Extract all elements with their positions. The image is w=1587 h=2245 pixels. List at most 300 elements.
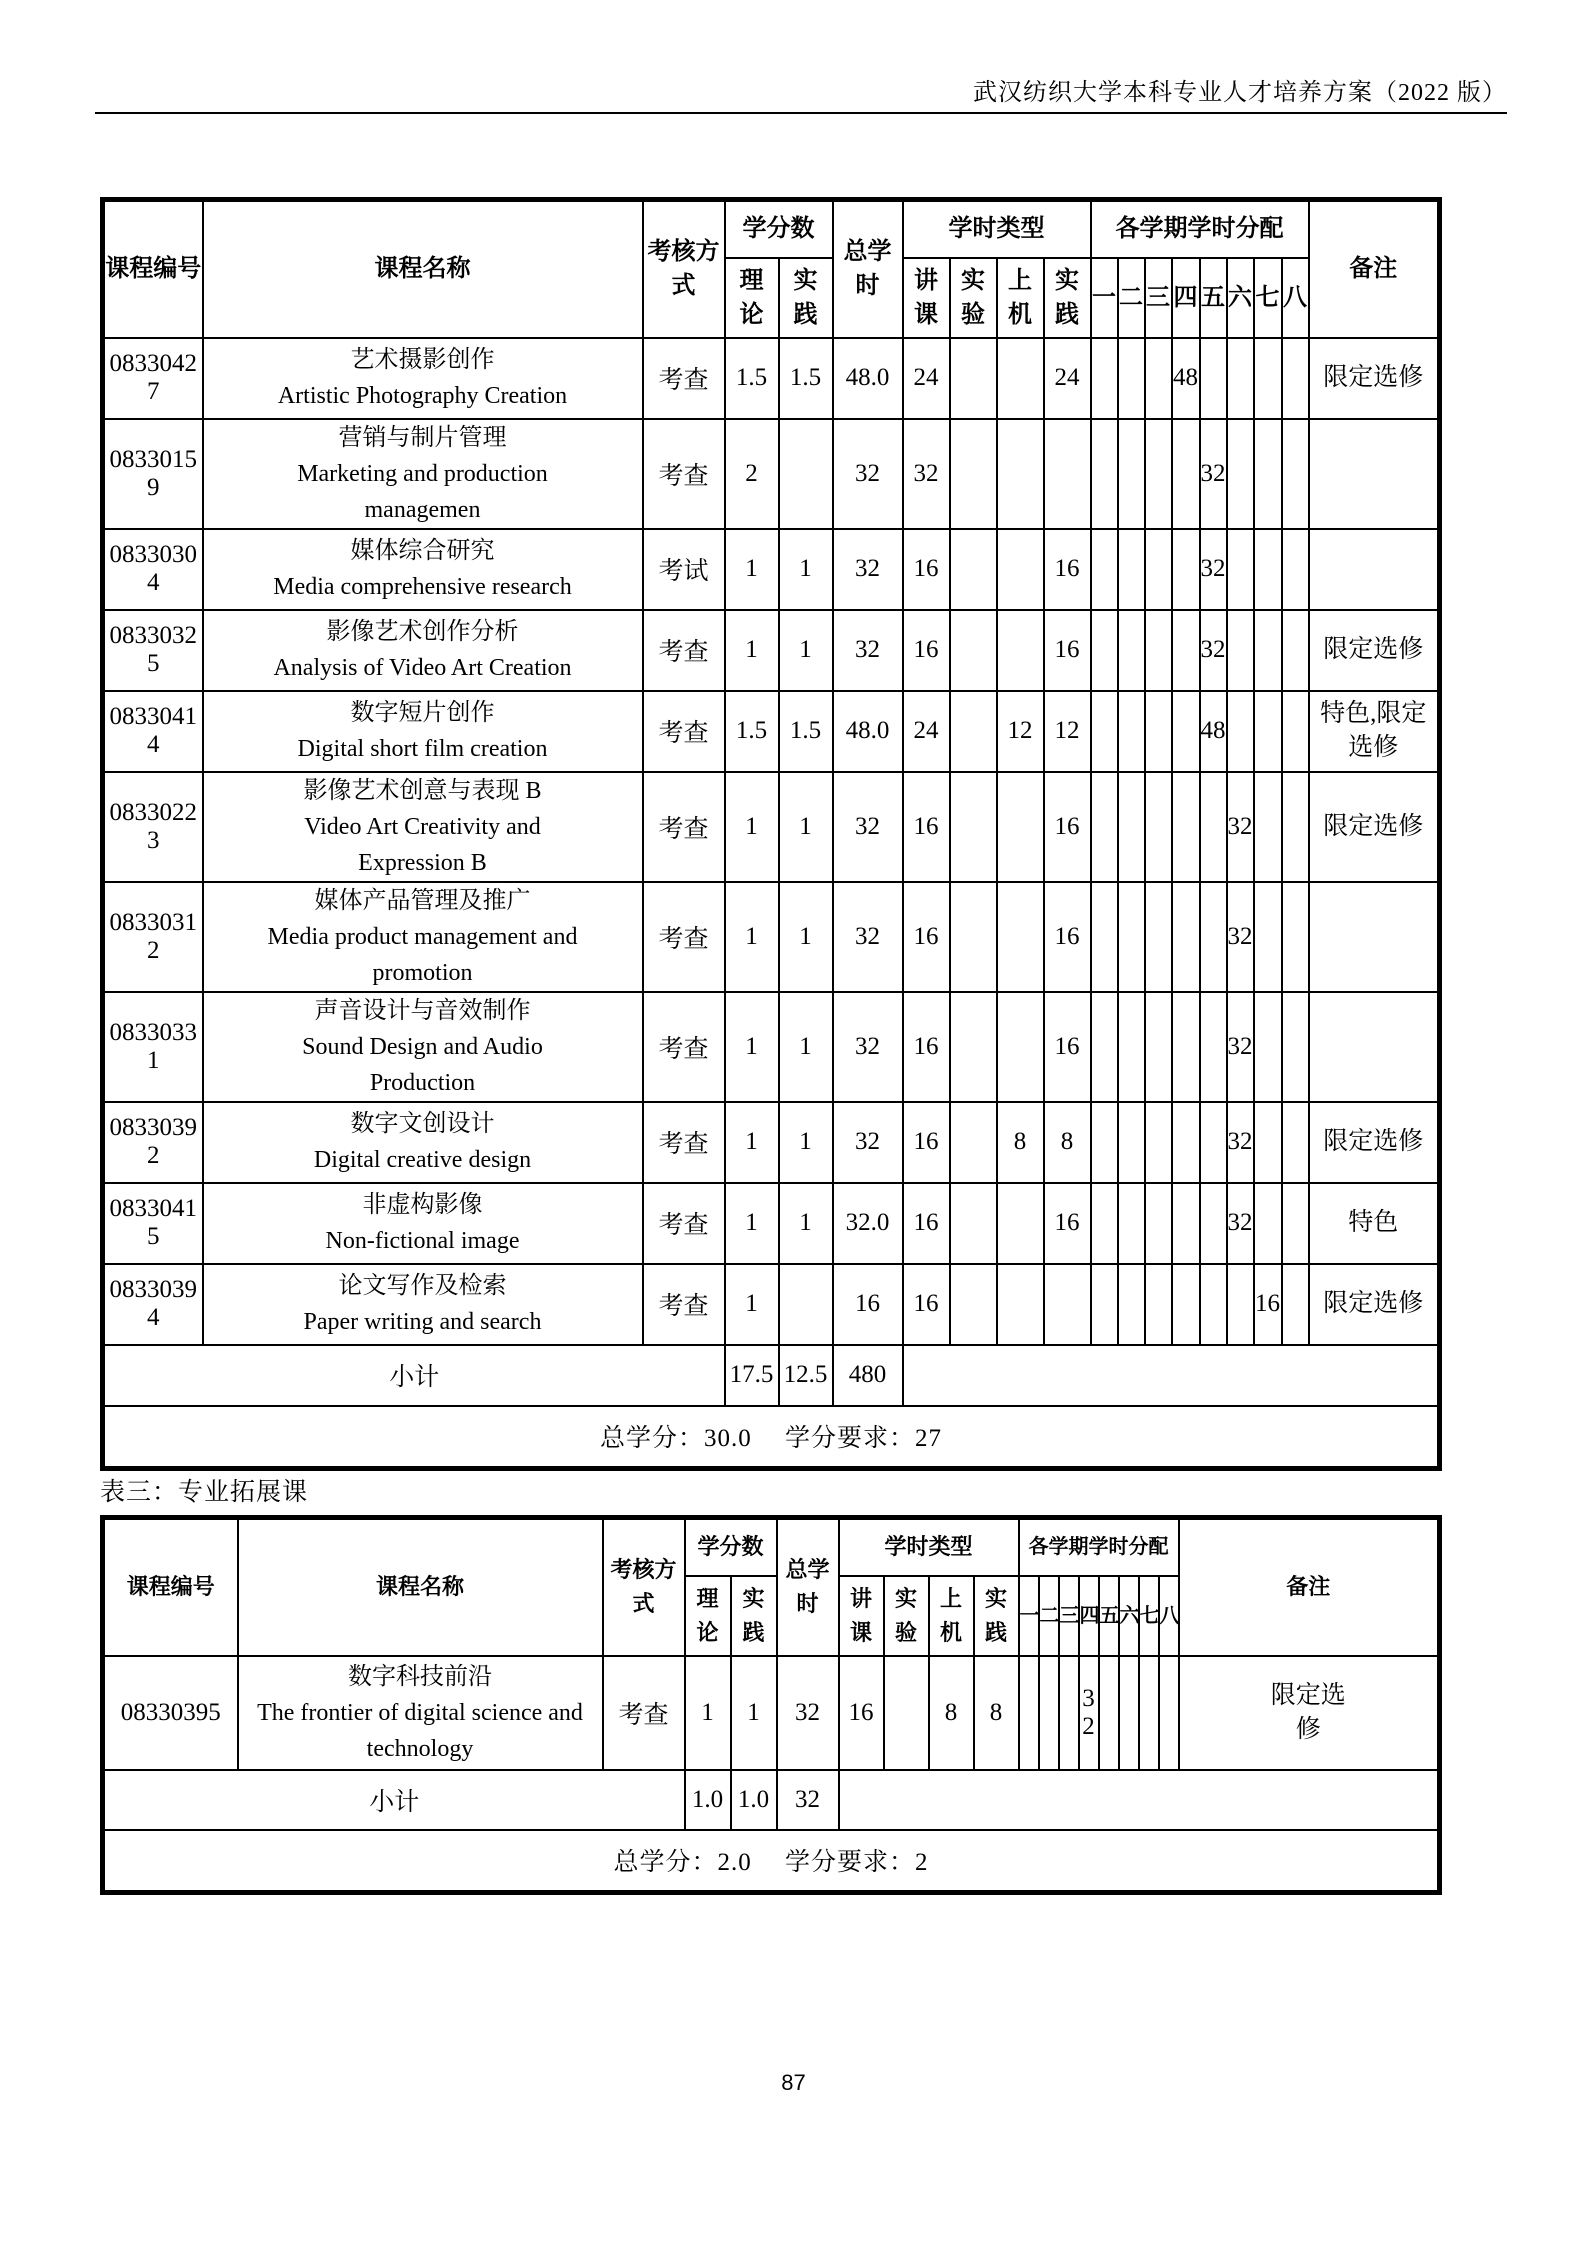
- col-header-computer: [929, 1576, 974, 1656]
- sem-cell-1: [1091, 529, 1118, 610]
- assess-label: 考核方式: [610, 1557, 677, 1617]
- credit-practice-cell: 1.5: [779, 691, 833, 772]
- course-name-en: Non-fictional image: [325, 1228, 520, 1254]
- course-code-cell: 08330394: [103, 1264, 203, 1345]
- sem-cell-7: [1254, 1183, 1282, 1264]
- hours-lecture-cell: 16: [903, 992, 950, 1102]
- subtotal-theory-cell: 17.5: [725, 1345, 779, 1406]
- sem-cell-5: [1200, 1264, 1227, 1345]
- subtotal-theory-cell: 1.0: [685, 1770, 731, 1830]
- col-header-assess: [643, 200, 725, 338]
- sem-cell-6: [1227, 338, 1254, 419]
- document-header-title: 武汉纺织大学本科专业人才培养方案（2022 版）: [973, 80, 1507, 106]
- total-hours-cell: 32: [833, 772, 903, 882]
- col-header-computer: [997, 258, 1044, 338]
- sem-cell-7: [1254, 992, 1282, 1102]
- sem-cell-5: 32: [1200, 529, 1227, 610]
- sem-cell-5: [1200, 992, 1227, 1102]
- credit-theory-cell: 1.5: [725, 338, 779, 419]
- assess-cell: 考查: [643, 1264, 725, 1345]
- practice-hours-label: 实践: [1054, 267, 1079, 328]
- hours-lecture-cell: 16: [903, 1264, 950, 1345]
- sem-cell-5: 48: [1200, 691, 1227, 772]
- table-row-course: [103, 419, 1440, 529]
- hours-computer-cell: [997, 338, 1044, 419]
- remark-cell: 限定选修: [1309, 772, 1440, 882]
- credit-theory-cell: 1: [725, 992, 779, 1102]
- col-header-hours-group: 学时类型: [839, 1518, 1019, 1576]
- sem-cell-7: [1254, 1102, 1282, 1183]
- col-header-experiment: [884, 1576, 929, 1656]
- course-name-en: The frontier of digital science and: [257, 1699, 583, 1726]
- course-code-cell: 08330223: [103, 772, 203, 882]
- col-header-course-code: 课程编号: [103, 1518, 238, 1656]
- sem-cell-5: [1200, 772, 1227, 882]
- course-name-cell: [203, 1102, 643, 1183]
- sem-cell-6: 32: [1227, 772, 1254, 882]
- course-name-en: Digital short film creation: [297, 736, 548, 762]
- remark-cell: 限定选修: [1309, 338, 1440, 419]
- sem-cell-8: [1282, 338, 1309, 419]
- course-name-zh: 声音设计与音效制作: [314, 997, 531, 1024]
- assess-cell: 考查: [643, 1183, 725, 1264]
- col-header-semester-group: 各学期学时分配: [1091, 200, 1309, 258]
- page-number: 87: [781, 2070, 806, 2095]
- hours-experiment-cell: [950, 610, 997, 691]
- credit-practice-cell: 1: [779, 882, 833, 992]
- sem-cell-1: [1091, 419, 1118, 529]
- sem-cell-5: [1200, 882, 1227, 992]
- col-header-theory: [685, 1576, 731, 1656]
- hours-practice-cell: 16: [1044, 882, 1091, 992]
- subtotal-label-cell: 小计: [103, 1770, 685, 1830]
- sem-cell-8: [1282, 691, 1309, 772]
- col-header-sem-7: 七: [1254, 258, 1282, 338]
- credit-practice-cell: 1: [779, 992, 833, 1102]
- course-name-en: Marketing and production: [297, 460, 548, 487]
- total-hours-cell: 48.0: [833, 338, 903, 419]
- hours-computer-cell: [997, 529, 1044, 610]
- course-name-zh: 非虚构影像: [362, 1192, 483, 1218]
- hours-experiment-cell: [950, 772, 997, 882]
- sem-cell-8: [1282, 1183, 1309, 1264]
- sem-cell-5: [1200, 1183, 1227, 1264]
- sem-cell-2: [1118, 1183, 1145, 1264]
- col-header-sem-6: 六: [1227, 258, 1254, 338]
- sem-cell-7: 16: [1254, 1264, 1282, 1345]
- sem-cell-7: [1254, 691, 1282, 772]
- col-header-remark: 备注: [1179, 1518, 1440, 1656]
- header-divider: [95, 112, 1507, 114]
- hours-practice-cell: 8: [1044, 1102, 1091, 1183]
- sem-cell-1: [1091, 1102, 1118, 1183]
- sem-cell-3: [1145, 338, 1172, 419]
- table-row-course: [103, 772, 1440, 882]
- col-header-sem-1: 一: [1019, 1576, 1039, 1656]
- theory-label: 理论: [696, 1585, 719, 1645]
- course-name-en: Analysis of Video Art Creation: [273, 655, 572, 681]
- computer-label: 上机: [940, 1585, 963, 1645]
- sem-cell-3: [1145, 691, 1172, 772]
- hours-computer-cell: [997, 1183, 1044, 1264]
- sem-cell-8: [1282, 1264, 1309, 1345]
- hours-experiment-cell: [950, 691, 997, 772]
- credit-theory-cell: 1: [725, 1264, 779, 1345]
- lecture-label: 讲课: [913, 267, 938, 328]
- hours-practice-cell: 8: [974, 1656, 1019, 1770]
- sem-cell-3: [1145, 1183, 1172, 1264]
- total-hours-label: 总学时: [785, 1557, 830, 1617]
- assess-cell: 考查: [643, 419, 725, 529]
- sem-cell-1: [1091, 772, 1118, 882]
- hours-computer-cell: [997, 419, 1044, 529]
- credit-theory-cell: 1: [725, 529, 779, 610]
- remark-text: 限定选修: [1270, 1681, 1346, 1743]
- sem-cell-4: 48: [1172, 338, 1200, 419]
- hours-computer-cell: 12: [997, 691, 1044, 772]
- sem-cell-7: [1254, 610, 1282, 691]
- course-name-en: Sound Design and Audio: [302, 1033, 543, 1060]
- sem-cell-2: [1118, 419, 1145, 529]
- credit-practice-cell: 1.5: [779, 338, 833, 419]
- sem-cell-4: [1172, 1264, 1200, 1345]
- assess-cell: 考查: [643, 1102, 725, 1183]
- credit-practice-cell: 1: [779, 529, 833, 610]
- col-header-sem-7: 七: [1139, 1576, 1159, 1656]
- course-name-cell: [203, 338, 643, 419]
- table3-section-title: 表三：专业拓展课: [100, 1479, 309, 1506]
- total-hours-label: 总学时: [843, 239, 892, 300]
- course-code-cell: 08330395: [103, 1656, 238, 1770]
- col-header-total-hours: [777, 1518, 839, 1656]
- subtotal-hours-cell: 480: [833, 1345, 903, 1406]
- remark-cell: [1309, 529, 1440, 610]
- col-header-sem-8: 八: [1159, 1576, 1179, 1656]
- course-name-zh: 影像艺术创作分析: [326, 619, 519, 645]
- course-name-en2: promotion: [372, 959, 473, 986]
- course-name-en: Artistic Photography Creation: [277, 383, 568, 409]
- hours-experiment-cell: [950, 529, 997, 610]
- remark-cell: [1309, 882, 1440, 992]
- table-row-course: [103, 529, 1440, 610]
- table-row-course: [103, 691, 1440, 772]
- hours-practice-cell: 16: [1044, 992, 1091, 1102]
- sem-cell-2: [1118, 610, 1145, 691]
- hours-computer-cell: [997, 882, 1044, 992]
- sem-cell-1: [1019, 1656, 1039, 1770]
- col-header-credits-group: 学分数: [725, 200, 833, 258]
- sem-cell-6: 32: [1227, 1102, 1254, 1183]
- col-header-sem-2: 二: [1039, 1576, 1059, 1656]
- course-code-cell: 08330414: [103, 691, 203, 772]
- course-name-cell: [203, 772, 643, 882]
- sem-cell-5: [1200, 338, 1227, 419]
- course-name-zh: 媒体产品管理及推广: [314, 887, 531, 914]
- col-header-sem-2: 二: [1118, 258, 1145, 338]
- assess-cell: 考查: [643, 772, 725, 882]
- subtotal-practice-cell: 12.5: [779, 1345, 833, 1406]
- total-hours-cell: 16: [833, 1264, 903, 1345]
- sem-cell-5: [1099, 1656, 1119, 1770]
- total-hours-cell: 32: [833, 882, 903, 992]
- table-row-course: [103, 992, 1440, 1102]
- sem-cell-2: [1118, 772, 1145, 882]
- table-row-course: [103, 1102, 1440, 1183]
- col-header-sem-6: 六: [1119, 1576, 1139, 1656]
- practice-credit-label: 实践: [742, 1585, 765, 1645]
- col-header-sem-4: 四: [1172, 258, 1200, 338]
- sem-cell-3: [1145, 772, 1172, 882]
- remark-cell: 限定选修: [1309, 610, 1440, 691]
- sem-cell-4: [1172, 419, 1200, 529]
- sem-cell-8: [1282, 992, 1309, 1102]
- remark-cell: 限定选修: [1309, 1102, 1440, 1183]
- sem-cell-6: 32: [1227, 882, 1254, 992]
- credit-theory-cell: 1: [725, 1183, 779, 1264]
- experiment-label: 实验: [895, 1585, 918, 1645]
- hours-computer-cell: [997, 772, 1044, 882]
- col-header-practice-hours: [1044, 258, 1091, 338]
- sem-cell-3: [1145, 529, 1172, 610]
- hours-experiment-cell: [950, 1102, 997, 1183]
- hours-lecture-cell: 16: [903, 882, 950, 992]
- remark-cell: [1309, 992, 1440, 1102]
- table-row-course: [103, 882, 1440, 992]
- sem-cell-4: [1172, 691, 1200, 772]
- hours-lecture-cell: 16: [903, 1102, 950, 1183]
- col-header-sem-4: 四: [1079, 1576, 1099, 1656]
- practice-credit-label: 实践: [793, 267, 818, 328]
- subtotal-practice-cell: 1.0: [731, 1770, 777, 1830]
- credit-theory-cell: 1: [725, 610, 779, 691]
- sem-cell-3: [1145, 992, 1172, 1102]
- credit-practice-cell: [779, 419, 833, 529]
- course-name-zh: 数字科技前沿: [348, 1663, 492, 1690]
- total-hours-cell: 32: [833, 992, 903, 1102]
- sem-cell-8: [1282, 529, 1309, 610]
- sem-cell-4: [1172, 610, 1200, 691]
- col-header-practice-credit: [731, 1576, 777, 1656]
- sem-cell-5: [1200, 1102, 1227, 1183]
- course-name-en2: Production: [369, 1069, 476, 1096]
- sem-cell-1: [1091, 338, 1118, 419]
- course-table-main: [100, 197, 1442, 1471]
- sem-cell-6: [1227, 529, 1254, 610]
- hours-experiment-cell: [884, 1656, 929, 1770]
- course-name-zh: 数字文创设计: [350, 1111, 495, 1137]
- sem-cell-1: [1091, 882, 1118, 992]
- subtotal-empty-cell: [839, 1770, 1440, 1830]
- credit-theory-cell: 1: [725, 772, 779, 882]
- col-header-sem-3: 三: [1059, 1576, 1079, 1656]
- header-row-groups: [103, 200, 1440, 258]
- remark-cell: 限定选修: [1309, 1264, 1440, 1345]
- hours-experiment-cell: [950, 882, 997, 992]
- sem-cell-4: 32: [1079, 1656, 1099, 1770]
- sem-cell-6: [1227, 691, 1254, 772]
- theory-label: 理论: [739, 267, 764, 328]
- course-name-cell: [203, 691, 643, 772]
- sem-cell-3: [1145, 882, 1172, 992]
- course-name-en2: technology: [366, 1735, 474, 1762]
- course-name-cell: [203, 529, 643, 610]
- hours-computer-cell: [997, 1264, 1044, 1345]
- course-name-en2: Expression B: [358, 849, 487, 876]
- course-name-cell: [203, 882, 643, 992]
- sem-cell-2: [1118, 338, 1145, 419]
- sem-cell-7: [1254, 338, 1282, 419]
- sem-cell-8: [1282, 419, 1309, 529]
- hours-experiment-cell: [950, 338, 997, 419]
- sem-cell-3: [1059, 1656, 1079, 1770]
- sem-cell-7: [1254, 529, 1282, 610]
- assess-label: 考核方式: [647, 239, 720, 300]
- hours-practice-cell: [1044, 1264, 1091, 1345]
- col-header-theory: [725, 258, 779, 338]
- sem-cell-4: [1172, 1183, 1200, 1264]
- hours-lecture-cell: 16: [903, 529, 950, 610]
- course-name-en: Media comprehensive research: [273, 574, 572, 600]
- course-name-cell: [238, 1656, 603, 1770]
- col-header-sem-8: 八: [1282, 258, 1309, 338]
- hours-practice-cell: 12: [1044, 691, 1091, 772]
- course-name-zh: 营销与制片管理: [338, 424, 507, 451]
- sem-cell-6: [1119, 1656, 1139, 1770]
- credit-practice-cell: 1: [779, 772, 833, 882]
- sem-cell-6: [1227, 1264, 1254, 1345]
- total-hours-cell: 48.0: [833, 691, 903, 772]
- course-code-cell: 08330427: [103, 338, 203, 419]
- sem-cell-8: [1282, 882, 1309, 992]
- hours-lecture-cell: 16: [903, 610, 950, 691]
- credit-practice-cell: 1: [731, 1656, 777, 1770]
- total-credits-row: [103, 1830, 1440, 1893]
- course-code-cell: 08330331: [103, 992, 203, 1102]
- experiment-label: 实验: [960, 267, 985, 328]
- sem-cell-4: [1172, 882, 1200, 992]
- course-name-en: Video Art Creativity and: [304, 813, 541, 840]
- sem-cell-7: [1139, 1656, 1159, 1770]
- total-credits-cell: 总学分：2.0 学分要求：2: [103, 1830, 1440, 1893]
- table-row-course: [103, 1264, 1440, 1345]
- subtotal-label-cell: 小计: [103, 1345, 725, 1406]
- course-name-zh: 数字短片创作: [350, 700, 495, 726]
- practice-hours-label: 实践: [985, 1585, 1008, 1645]
- credit-theory-cell: 1: [725, 1102, 779, 1183]
- table-row-course: [103, 1656, 1440, 1770]
- course-name-cell: [203, 419, 643, 529]
- hours-experiment-cell: [950, 1264, 997, 1345]
- credit-practice-cell: [779, 1264, 833, 1345]
- hours-computer-cell: [997, 992, 1044, 1102]
- remark-cell: [1309, 419, 1440, 529]
- hours-lecture-cell: 24: [903, 338, 950, 419]
- total-hours-cell: 32: [833, 529, 903, 610]
- credit-practice-cell: 1: [779, 610, 833, 691]
- table-row-course: [103, 338, 1440, 419]
- hours-practice-cell: 16: [1044, 1183, 1091, 1264]
- subtotal-hours-cell: 32: [777, 1770, 839, 1830]
- hours-practice-cell: [1044, 419, 1091, 529]
- table-row-course: [103, 1183, 1440, 1264]
- sem-cell-2: [1118, 691, 1145, 772]
- subtotal-row: [103, 1770, 1440, 1830]
- col-header-experiment: [950, 258, 997, 338]
- subtotal-row: [103, 1345, 1440, 1406]
- sem-cell-1: [1091, 992, 1118, 1102]
- sem-cell-7: [1254, 419, 1282, 529]
- hours-practice-cell: 16: [1044, 610, 1091, 691]
- hours-lecture-cell: 24: [903, 691, 950, 772]
- sem-cell-2: [1039, 1656, 1059, 1770]
- hours-practice-cell: 24: [1044, 338, 1091, 419]
- sem-cell-6: 32: [1227, 992, 1254, 1102]
- assess-cell: 考查: [643, 338, 725, 419]
- course-code-cell: 08330392: [103, 1102, 203, 1183]
- col-header-course-code: 课程编号: [103, 200, 203, 338]
- hours-computer-cell: 8: [929, 1656, 974, 1770]
- sem-cell-5: 32: [1200, 419, 1227, 529]
- hours-computer-cell: 8: [997, 1102, 1044, 1183]
- hours-experiment-cell: [950, 992, 997, 1102]
- computer-label: 上机: [1007, 267, 1032, 328]
- col-header-practice-credit: [779, 258, 833, 338]
- sem-cell-3: [1145, 610, 1172, 691]
- sem-cell-1: [1091, 1183, 1118, 1264]
- sem-cell-3: [1145, 1264, 1172, 1345]
- table-row-course: [103, 610, 1440, 691]
- sem-cell-3: [1145, 419, 1172, 529]
- sem-cell-4: [1172, 1102, 1200, 1183]
- course-name-zh: 媒体综合研究: [350, 538, 495, 564]
- course-name-en2: managemen: [364, 496, 481, 523]
- col-header-total-hours: [833, 200, 903, 338]
- credit-theory-cell: 2: [725, 419, 779, 529]
- sem-cell-8: [1282, 610, 1309, 691]
- total-hours-cell: 32: [777, 1656, 839, 1770]
- course-code-cell: 08330415: [103, 1183, 203, 1264]
- credit-theory-cell: 1.5: [725, 691, 779, 772]
- sem-cell-2: [1118, 529, 1145, 610]
- sem-cell-4: [1172, 772, 1200, 882]
- assess-cell: 考查: [643, 610, 725, 691]
- sem-cell-6: [1227, 610, 1254, 691]
- hours-lecture-cell: 32: [903, 419, 950, 529]
- course-name-zh: 影像艺术创意与表现 B: [303, 777, 542, 804]
- course-name-zh: 艺术摄影创作: [350, 347, 495, 373]
- sem-cell-8: [1159, 1656, 1179, 1770]
- hours-experiment-cell: [950, 1183, 997, 1264]
- total-hours-cell: 32: [833, 419, 903, 529]
- hours-lecture-cell: 16: [903, 772, 950, 882]
- sem-cell-2: [1118, 882, 1145, 992]
- sem-cell-4: [1172, 992, 1200, 1102]
- sem-cell-1: [1091, 610, 1118, 691]
- total-credits-row: [103, 1406, 1440, 1469]
- course-table-extension: [100, 1515, 1442, 1895]
- col-header-assess: [603, 1518, 685, 1656]
- col-header-lecture: [903, 258, 950, 338]
- sem-cell-1: [1091, 691, 1118, 772]
- total-hours-cell: 32.0: [833, 1183, 903, 1264]
- credit-theory-cell: 1: [725, 882, 779, 992]
- assess-cell: 考试: [643, 529, 725, 610]
- course-name-cell: [203, 1183, 643, 1264]
- col-header-sem-5: 五: [1200, 258, 1227, 338]
- course-code-cell: 08330325: [103, 610, 203, 691]
- course-name-en: Digital creative design: [313, 1147, 532, 1173]
- sem-cell-3: [1145, 1102, 1172, 1183]
